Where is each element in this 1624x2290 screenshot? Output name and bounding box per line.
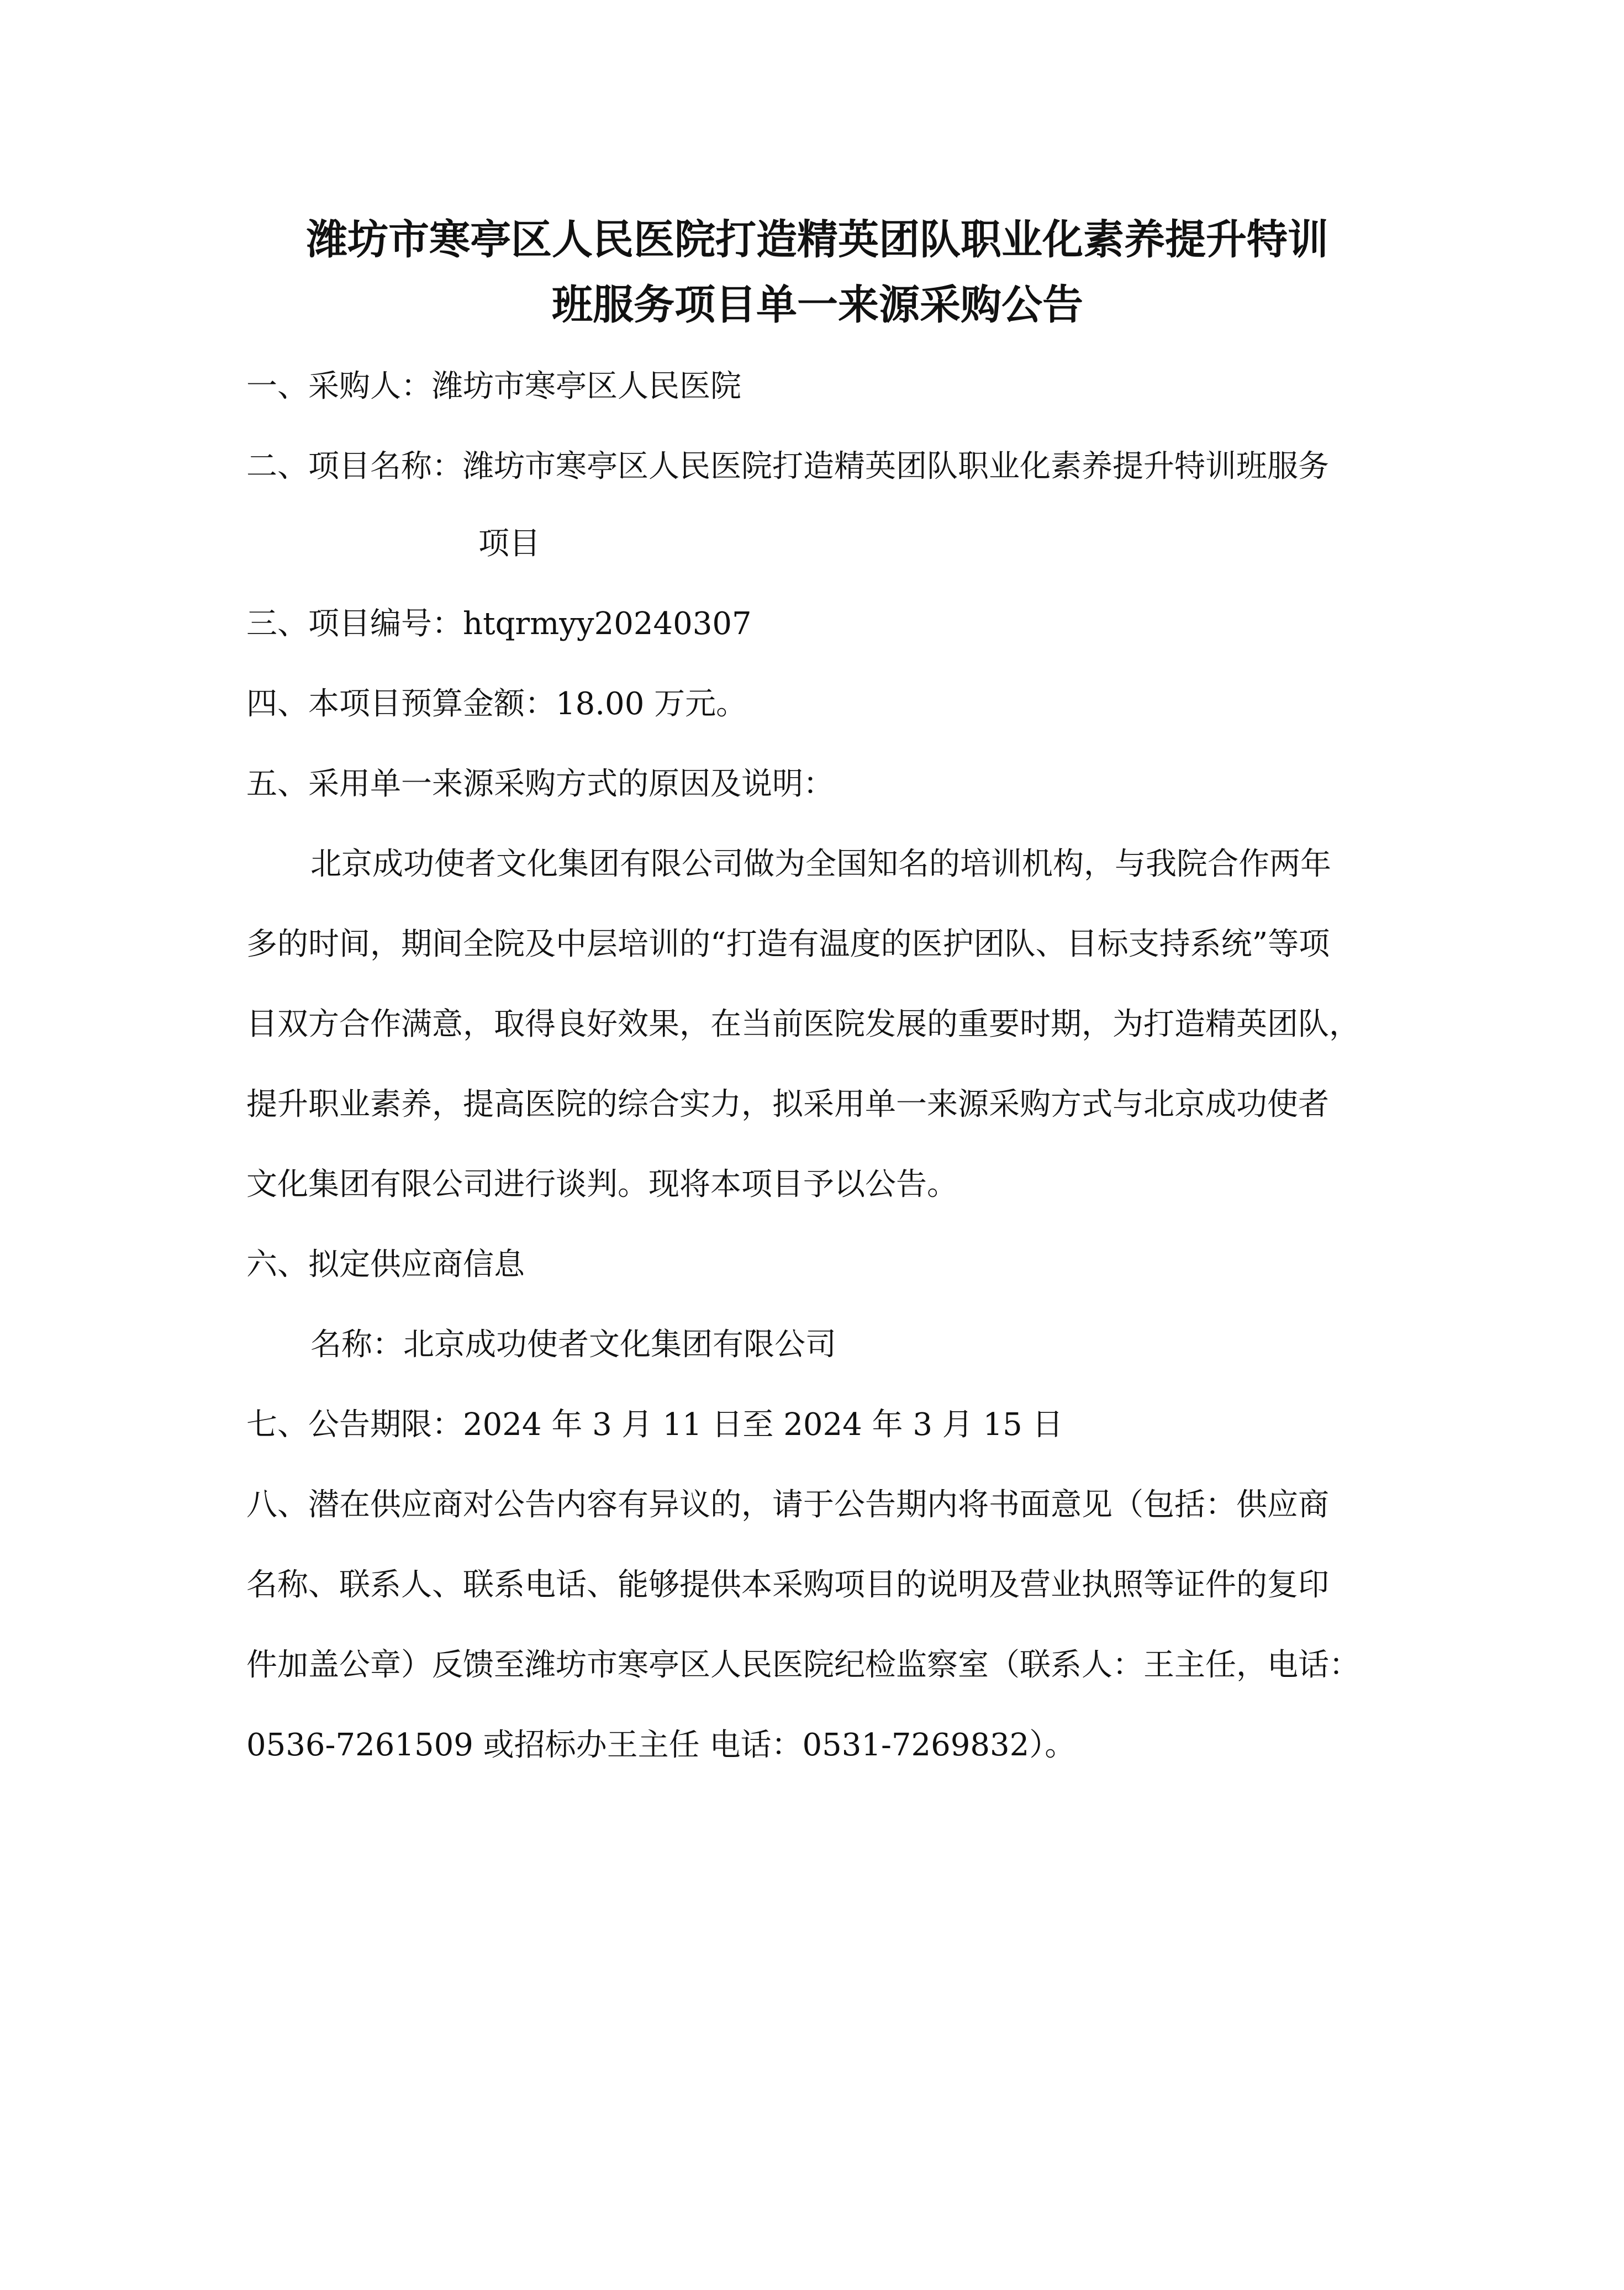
section-project-name-continued: 项目 xyxy=(478,526,540,562)
supplier-name: 名称：北京成功使者文化集团有限公司 xyxy=(310,1327,836,1363)
document-title-line-1: 潍坊市寒亭区人民医院打造精英团队职业化素养提升特训 xyxy=(307,216,1328,263)
reason-paragraph-line: 提升职业素养，提高医院的综合实力，拟采用单一来源采购方式与北京成功使者 xyxy=(246,1086,1329,1122)
reason-paragraph-line: 北京成功使者文化集团有限公司做为全国知名的培训机构，与我院合作两年 xyxy=(310,846,1331,882)
reason-paragraph-line: 多的时间，期间全院及中层培训的“打造有温度的医护团队、目标支持系统”等项 xyxy=(246,926,1330,962)
reason-paragraph-line: 目双方合作满意，取得良好效果，在当前医院发展的重要时期，为打造精英团队， xyxy=(246,1006,1360,1042)
document-title-line-2: 班服务项目单一来源采购公告 xyxy=(552,281,1083,329)
section-supplier-heading: 六、拟定供应商信息 xyxy=(246,1247,525,1283)
section-notice-period: 七、公告期限：2024 年 3 月 11 日至 2024 年 3 月 15 日 xyxy=(246,1407,1063,1443)
objection-paragraph-line: 八、潜在供应商对公告内容有异议的，请于公告期内将书面意见（包括：供应商 xyxy=(246,1487,1329,1523)
section-budget: 四、本项目预算金额：18.00 万元。 xyxy=(246,686,747,722)
section-project-number: 三、项目编号：htqrmyy20240307 xyxy=(246,606,752,642)
section-project-name: 二、项目名称：潍坊市寒亭区人民医院打造精英团队职业化素养提升特训班服务 xyxy=(246,448,1329,484)
objection-paragraph-line: 0536-7261509 或招标办王主任 电话：0531-7269832）。 xyxy=(246,1727,1076,1763)
objection-paragraph-line: 件加盖公章）反馈至潍坊市寒亭区人民医院纪检监察室（联系人：王主任，电话： xyxy=(246,1647,1360,1683)
reason-paragraph-line: 文化集团有限公司进行谈判。现将本项目予以公告。 xyxy=(246,1167,958,1202)
section-purchaser: 一、采购人：潍坊市寒亭区人民医院 xyxy=(246,368,741,404)
objection-paragraph-line: 名称、联系人、联系电话、能够提供本采购项目的说明及营业执照等证件的复印 xyxy=(246,1567,1329,1603)
section-reason-heading: 五、采用单一来源采购方式的原因及说明： xyxy=(246,766,834,802)
